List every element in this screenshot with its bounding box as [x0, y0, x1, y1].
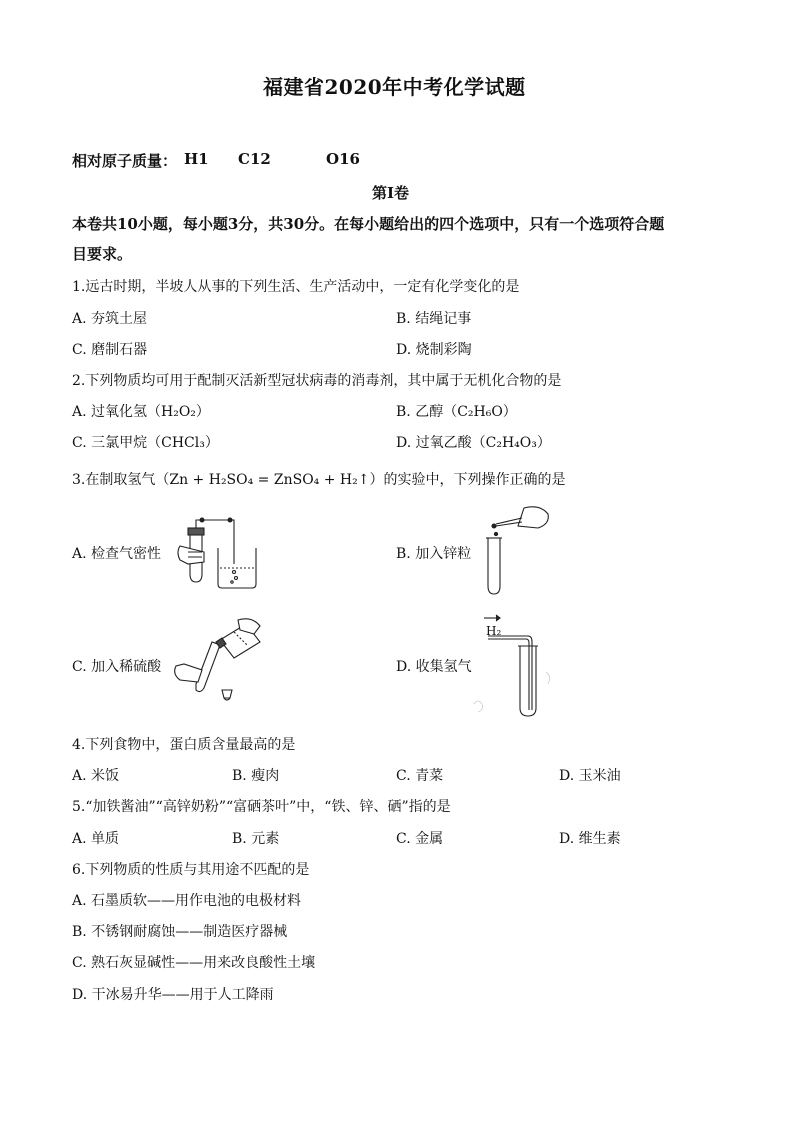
- question-1-stem: 1.远古时期，半坡人从事的下列生活、生产活动中，一定有化学变化的是: [72, 279, 520, 295]
- question-5-option-d[interactable]: D. 维生素: [559, 831, 621, 847]
- question-1-option-b[interactable]: B. 结绳记事: [396, 311, 472, 327]
- question-3-option-b[interactable]: B. 加入锌粒: [396, 546, 472, 562]
- section-title: 第I卷: [372, 184, 410, 202]
- question-4-option-c[interactable]: C. 青菜: [396, 768, 444, 784]
- collect-hydrogen-figure: [470, 612, 570, 720]
- question-4-option-a[interactable]: A. 米饭: [72, 768, 120, 784]
- question-4-stem: 4.下列食物中，蛋白质含量最高的是: [72, 737, 296, 753]
- question-4-option-b[interactable]: B. 瘦肉: [232, 768, 280, 784]
- question-6-stem: 6.下列物质的性质与其用途不匹配的是: [72, 862, 310, 878]
- question-5-option-a[interactable]: A. 单质: [72, 831, 120, 847]
- question-6-option-b[interactable]: B. 不锈钢耐腐蚀——制造医疗器械: [72, 924, 288, 940]
- h2-label: H₂: [486, 624, 502, 638]
- question-5-option-c[interactable]: C. 金属: [396, 831, 444, 847]
- question-2-option-a[interactable]: A. 过氧化氢（H₂O₂）: [72, 404, 210, 420]
- question-6-option-c[interactable]: C. 熟石灰显碱性——用来改良酸性土壤: [72, 955, 316, 971]
- question-1-option-a[interactable]: A. 夯筑土屋: [72, 311, 148, 327]
- question-6-option-d[interactable]: D. 干冰易升华——用于人工降雨: [72, 987, 274, 1003]
- atomic-mass-c: C12: [238, 150, 271, 168]
- instructions-line-1: 本卷共10小题，每小题3分，共30分。在每小题给出的四个选项中，只有一个选项符合题: [72, 215, 665, 233]
- question-1-option-c[interactable]: C. 磨制石器: [72, 342, 148, 358]
- atomic-mass-h: H1: [184, 150, 209, 168]
- question-3-option-a[interactable]: A. 检查气密性: [72, 546, 162, 562]
- question-2-option-d[interactable]: D. 过氧乙酸（C₂H₄O₃）: [396, 435, 551, 451]
- question-3-option-d[interactable]: D. 收集氢气: [396, 659, 472, 675]
- question-3-option-c[interactable]: C. 加入稀硫酸: [72, 659, 162, 675]
- question-2-option-c[interactable]: C. 三氯甲烷（CHCl₃）: [72, 435, 219, 451]
- airtightness-check-figure: [168, 512, 268, 592]
- question-3-stem: 3.在制取氢气（Zn + H₂SO₄ = ZnSO₄ + H₂↑）的实验中，下列操作正确的是: [72, 472, 566, 488]
- question-4-option-d[interactable]: D. 玉米油: [559, 768, 621, 784]
- question-1-option-d[interactable]: D. 烧制彩陶: [396, 342, 472, 358]
- add-acid-figure: [168, 612, 268, 704]
- question-2-stem: 2.下列物质均可用于配制灭活新型冠状病毒的消毒剂，其中属于无机化合物的是: [72, 373, 562, 389]
- question-6-option-a[interactable]: A. 石墨质软——用作电池的电极材料: [72, 893, 302, 909]
- atomic-mass-o: O16: [326, 150, 360, 168]
- atomic-mass-label: 相对原子质量：: [72, 152, 178, 170]
- add-zinc-figure: [466, 502, 556, 598]
- question-5-stem: 5.“加铁酱油”“高锌奶粉”“富硒茶叶”中，“铁、锌、硒”指的是: [72, 799, 451, 815]
- instructions-line-2: 目要求。: [72, 245, 133, 263]
- question-5-option-b[interactable]: B. 元素: [232, 831, 280, 847]
- page-title: 福建省2020年中考化学试题: [263, 75, 526, 99]
- question-2-option-b[interactable]: B. 乙醇（C₂H₆O）: [396, 404, 517, 420]
